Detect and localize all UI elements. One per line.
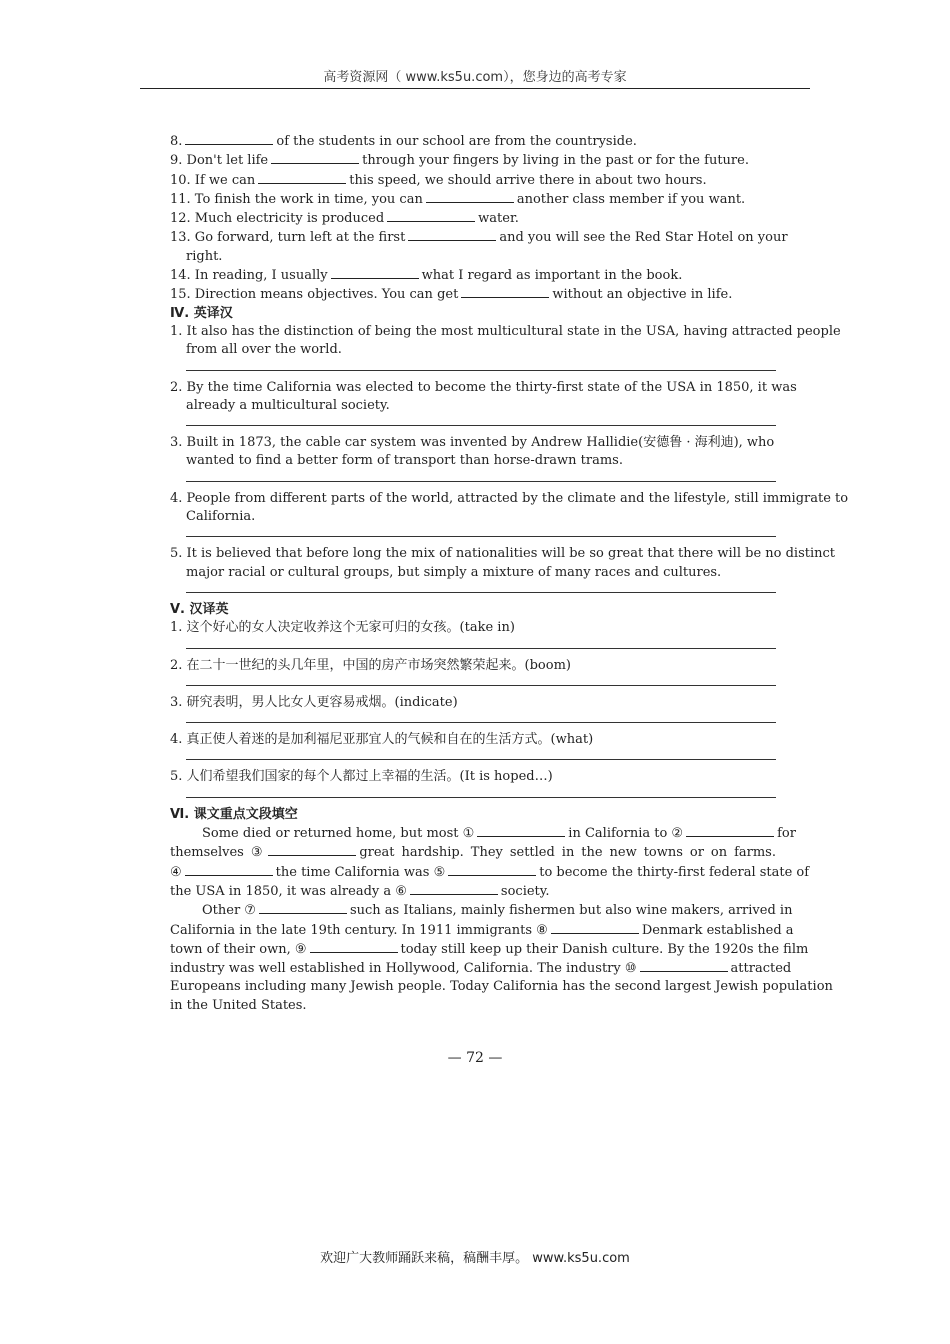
section-5-title: Ⅴ. 汉译英	[170, 601, 229, 617]
e2c-item-1: 1. It also has the distinction of being the most multicultural state in the USA, having attracted people from all over the world.	[170, 323, 776, 371]
section-4-title: Ⅳ. 英译汉	[170, 305, 233, 321]
cloze-blank-4[interactable]	[185, 863, 273, 876]
answer-line[interactable]	[186, 787, 776, 798]
answer-line[interactable]	[186, 712, 776, 723]
answer-blank[interactable]	[426, 190, 514, 203]
fill-item-10: 10. If we can this speed, we should arrive there in about two hours.	[170, 172, 707, 188]
c2e-item-2: 2. 在二十一世纪的头几年里，中国的房产市场突然繁荣起来。(boom)	[170, 657, 776, 686]
answer-blank[interactable]	[271, 151, 359, 164]
page-header: 高考资源网（ www.ks5u.com），您身边的高考专家	[323, 70, 627, 85]
answer-line[interactable]	[186, 360, 776, 371]
answer-blank[interactable]	[185, 132, 273, 145]
answer-line[interactable]	[186, 471, 776, 482]
fill-item-8: 8. of the students in our school are from the countryside.	[170, 134, 637, 149]
e2c-item-5: 5. It is believed that before long the mix of nationalities will be so great that there will be no distinct major racial or cultural groups, but simply a mixture of many races and cultures.	[170, 545, 776, 593]
answer-line[interactable]	[186, 582, 776, 593]
fill-item-13-cont: right.	[186, 248, 223, 264]
fill-item-11: 11. To finish the work in time, you can another class member if you want.	[170, 191, 746, 207]
cloze-blank-7[interactable]	[259, 901, 347, 914]
cloze-blank-1[interactable]	[477, 824, 565, 837]
answer-blank[interactable]	[408, 228, 496, 241]
answer-line[interactable]	[186, 415, 776, 426]
answer-line[interactable]	[186, 638, 776, 649]
cloze-blank-8[interactable]	[551, 921, 639, 934]
cloze-blank-2[interactable]	[686, 824, 774, 837]
answer-blank[interactable]	[258, 171, 346, 184]
section-6-title: Ⅵ. 课文重点文段填空	[170, 806, 298, 822]
cloze-paragraph-2: Other ⑦ such as Italians, mainly fishermen but also wine makers, arrived in California in the late 19th century. In 1911 immigrants ⑧ Denmark established a town of their own, ⑨ today still keep up their Danish culture. By the 1920s the film industry was well established in Hollywood, California. The industry ⑩ attracted Europeans including many Jewish people. Today California has the second largest Jewish population in the United States.	[170, 903, 833, 1013]
c2e-item-4: 4. 真正使人着迷的是加利福尼亚那宜人的气候和自在的生活方式。(what)	[170, 731, 776, 760]
e2c-item-3: 3. Built in 1873, the cable car system was invented by Andrew Hallidie(安德鲁 · 海利迪), who wanted to find a better form of transport than horse-drawn trams.	[170, 434, 776, 482]
answer-blank[interactable]	[331, 266, 419, 279]
header-rule	[140, 88, 810, 89]
cloze-blank-3[interactable]	[268, 843, 356, 856]
worksheet-content	[170, 132, 849, 1015]
answer-blank[interactable]	[461, 285, 549, 298]
answer-line[interactable]	[186, 526, 776, 537]
fill-item-13: 13. Go forward, turn left at the first and you will see the Red Star Hotel on your	[170, 230, 788, 246]
page-footer: 欢迎广大教师踊跃来稿，稿酬丰厚。 www.ks5u.com	[320, 1251, 630, 1266]
cloze-paragraph-1: Some died or returned home, but most ① in California to ② for themselves ③ great hardship. They settled in the new towns or on farms. ④ the time California was ⑤ to become the thirty-first federal state of the USA in 1850, it was already a ⑥ society.	[170, 826, 810, 899]
e2c-item-4: 4. People from different parts of the world, attracted by the climate and the lifestyle, still immigrate to California.	[170, 490, 776, 538]
fill-item-9: 9. Don't let life through your fingers by living in the past or for the future.	[170, 153, 749, 169]
answer-line[interactable]	[186, 675, 776, 686]
cloze-blank-5[interactable]	[448, 863, 536, 876]
fill-item-14: 14. In reading, I usually what I regard as important in the book.	[170, 268, 683, 284]
cloze-blank-10[interactable]	[640, 959, 728, 972]
answer-line[interactable]	[186, 749, 776, 760]
fill-item-15: 15. Direction means objectives. You can get without an objective in life.	[170, 287, 733, 303]
page-number: — 72 —	[447, 1050, 503, 1066]
c2e-item-3: 3. 研究表明，男人比女人更容易戒烟。(indicate)	[170, 694, 776, 723]
cloze-blank-6[interactable]	[410, 882, 498, 895]
fill-item-12: 12. Much electricity is produced water.	[170, 211, 519, 227]
c2e-item-1: 1. 这个好心的女人决定收养这个无家可归的女孩。(take in)	[170, 619, 776, 648]
e2c-item-2: 2. By the time California was elected to become the thirty-first state of the USA in 1850, it was already a multicultural society.	[170, 379, 776, 427]
answer-blank[interactable]	[387, 209, 475, 222]
c2e-item-5: 5. 人们希望我们国家的每个人都过上幸福的生活。(It is hoped…)	[170, 768, 776, 797]
cloze-blank-9[interactable]	[310, 940, 398, 953]
